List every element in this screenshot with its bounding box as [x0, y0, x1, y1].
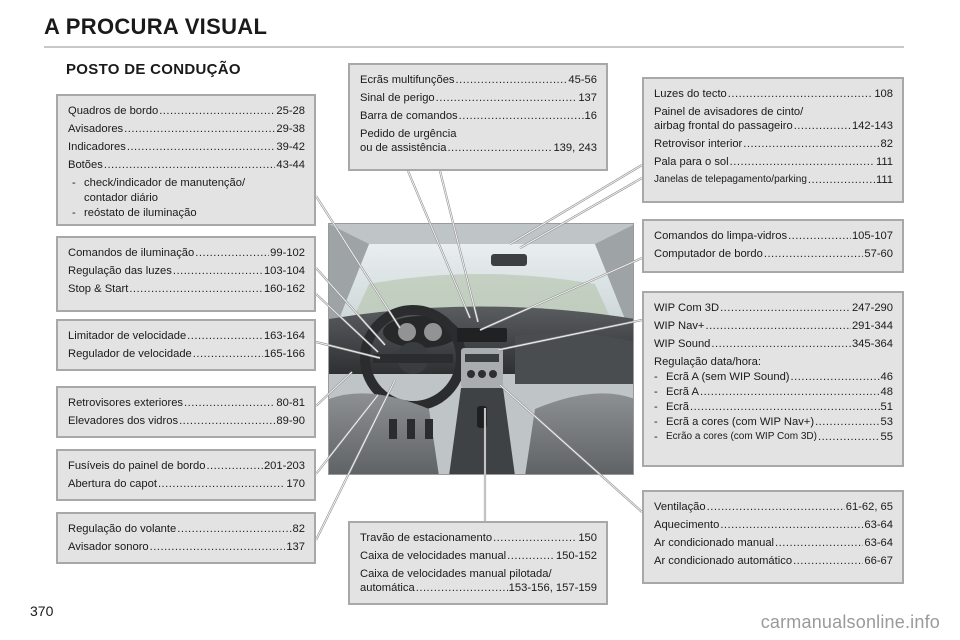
leader-dots [815, 415, 879, 429]
ref-label: Ecrã A (sem WIP Sound) [666, 371, 790, 383]
ref-page: 153-156, 157-159 [508, 582, 597, 594]
watermark[interactable]: carmanualsonline.info [760, 612, 940, 632]
leader-dots [711, 337, 851, 351]
ref-row [654, 137, 893, 151]
ref-row [360, 109, 597, 123]
leader-dots [459, 109, 584, 123]
ref-page: 111 [875, 174, 893, 186]
ref-label: Aquecimento [654, 519, 720, 531]
ref-label: Ecrã A [666, 386, 699, 398]
ref-label: Ecrã a cores (com WIP Nav+) [666, 416, 815, 428]
ref-page: 45-56 [568, 74, 597, 86]
ref-box-ceiling [642, 77, 904, 203]
ref-label: Janelas de telepagamento/parking [654, 174, 807, 185]
ref-row [360, 91, 597, 105]
ref-page: 89-90 [276, 415, 305, 427]
ref-label: WIP Com 3D [654, 302, 720, 314]
ref-row [68, 540, 305, 554]
ref-row-multiline [360, 567, 597, 595]
ref-page: 99-102 [270, 247, 305, 259]
leader-dots [775, 536, 863, 550]
ref-label: Fusíveis do painel de bordo [68, 460, 206, 472]
page-title: A PROCURA VISUAL [44, 14, 268, 39]
ref-page: 111 [875, 156, 893, 168]
ref-row [654, 155, 893, 169]
ref-sub-label: contador diário [84, 192, 159, 204]
ref-row [68, 347, 305, 361]
ref-row [360, 531, 597, 545]
ref-box-fuses [56, 449, 316, 501]
leader-dots [179, 414, 275, 428]
ref-label: Computador de bordo [654, 248, 763, 260]
ref-label: WIP Nav+ [654, 320, 705, 332]
ref-subheading: Regulação data/hora: [654, 356, 761, 368]
ref-page: 63-64 [864, 519, 893, 531]
leader-dots [447, 141, 552, 155]
ref-page: 137 [578, 92, 597, 104]
ref-page: 201-203 [263, 460, 305, 472]
ref-label: Quadros de bordo [68, 105, 159, 117]
ref-row [68, 104, 305, 118]
ref-row [68, 414, 305, 428]
leader-dots [184, 396, 275, 410]
ref-label: Pedido de urgência [360, 128, 457, 140]
ref-box-climate [642, 490, 904, 584]
ref-page: 105-107 [851, 230, 893, 242]
ref-label: Elevadores dos vidros [68, 415, 179, 427]
ref-label: Travão de estacionamento [360, 532, 493, 544]
ref-page: 150 [578, 532, 597, 544]
ref-row [654, 229, 893, 243]
leader-dots [195, 246, 269, 260]
ref-label: Ventilação [654, 501, 706, 513]
ref-label: Sinal de perigo [360, 92, 435, 104]
ref-page: 137 [286, 541, 305, 553]
leader-dots [743, 137, 879, 151]
ref-row [360, 549, 597, 563]
ref-page: 82 [292, 523, 305, 535]
ref-label: automática [360, 582, 415, 594]
bullet-dash: - [654, 431, 658, 443]
dashboard-photo [328, 223, 634, 475]
ref-row-multiline [654, 105, 893, 133]
leader-dots [707, 500, 845, 514]
ref-label: Retrovisor interior [654, 138, 743, 150]
leader-dots [436, 91, 578, 105]
ref-row [654, 173, 893, 187]
ref-page: 43-44 [276, 159, 305, 171]
ref-page: 55 [880, 431, 893, 443]
ref-sub-item [68, 191, 305, 205]
ref-page: 345-364 [851, 338, 893, 350]
ref-label: Regulador de velocidade [68, 348, 192, 360]
ref-row [68, 396, 305, 410]
ref-row [68, 477, 305, 491]
leader-dots [150, 540, 286, 554]
ref-box-steering [56, 512, 316, 564]
leader-dots [705, 319, 850, 333]
leader-dots [104, 158, 276, 172]
ref-page: 163-164 [263, 330, 305, 342]
leader-dots [124, 122, 275, 136]
ref-box-instruments [56, 94, 316, 226]
ref-row-multiline [360, 127, 597, 155]
ref-box-screens [348, 63, 608, 171]
leader-dots [730, 155, 875, 169]
ref-page: 63-64 [864, 537, 893, 549]
ref-box-mirrors [56, 386, 316, 438]
ref-page: 29-38 [276, 123, 305, 135]
leader-dots [493, 531, 577, 545]
ref-row [68, 246, 305, 260]
ref-row [654, 518, 893, 532]
ref-label: Regulação do volante [68, 523, 177, 535]
ref-label: Botões [68, 159, 103, 171]
ref-label: Caixa de velocidades manual [360, 550, 507, 562]
ref-sub-item: - check/indicador de manutenção/ [72, 177, 246, 189]
ref-label: Pala para o sol [654, 156, 729, 168]
ref-box-lighting [56, 236, 316, 312]
ref-page: 66-67 [864, 555, 893, 567]
ref-label: Comandos de iluminação [68, 247, 195, 259]
bullet-dash: - [654, 416, 658, 428]
ref-row [654, 247, 893, 261]
ref-row [68, 282, 305, 296]
leader-dots [173, 264, 263, 278]
leader-dots [788, 229, 851, 243]
ref-page: 61-62, 65 [845, 501, 893, 513]
ref-box-transmission [348, 521, 608, 605]
leader-dots [700, 385, 880, 399]
leader-dots [808, 173, 875, 187]
ref-label: Avisadores [68, 123, 124, 135]
ref-sub-item [654, 415, 893, 429]
ref-label: Ecrã [666, 401, 690, 413]
ref-row [654, 319, 893, 333]
leader-dots [794, 119, 851, 133]
ref-row [68, 459, 305, 473]
title-divider [44, 46, 904, 48]
ref-row [68, 122, 305, 136]
section-title: POSTO DE CONDUÇÃO [66, 61, 241, 78]
ref-label: Indicadores [68, 141, 126, 153]
leader-dots [764, 247, 864, 261]
ref-page: 53 [880, 416, 893, 428]
ref-page: 25-28 [276, 105, 305, 117]
ref-sub-item [654, 400, 893, 414]
ref-label: Ecrãs multifunções [360, 74, 455, 86]
ref-row [68, 264, 305, 278]
ref-label: Retrovisores exteriores [68, 397, 184, 409]
ref-page: 142-143 [851, 120, 893, 132]
ref-page: 108 [874, 88, 893, 100]
leader-dots [728, 87, 874, 101]
dashboard-illustration [329, 224, 634, 475]
ref-box-audio [642, 291, 904, 467]
leader-dots [720, 301, 851, 315]
ref-sub-label: reóstato de iluminação [84, 207, 197, 219]
bullet-dash: - [654, 401, 658, 413]
page-number: 370 [30, 603, 54, 619]
leader-dots [127, 140, 276, 154]
ref-box-speed [56, 319, 316, 371]
ref-sub-item: - reóstato de iluminação [72, 207, 197, 219]
bullet-dash: - [654, 371, 658, 383]
ref-label: Caixa de velocidades manual pilotada/ [360, 568, 552, 580]
leader-dots [818, 430, 880, 444]
ref-row [654, 301, 893, 315]
ref-label: Regulação das luzes [68, 265, 172, 277]
ref-label: Ar condicionado automático [654, 555, 793, 567]
leader-dots [159, 104, 275, 118]
ref-page: 39-42 [276, 141, 305, 153]
ref-page: 103-104 [263, 265, 305, 277]
leader-dots [720, 518, 863, 532]
ref-box-wipers [642, 219, 904, 273]
ref-row [654, 337, 893, 351]
leader-dots [177, 522, 291, 536]
ref-row [654, 87, 893, 101]
ref-page: 46 [880, 371, 893, 383]
ref-page: 165-166 [263, 348, 305, 360]
ref-label: airbag frontal do passageiro [654, 120, 793, 132]
leader-dots [193, 347, 263, 361]
ref-label: Stop & Start [68, 283, 129, 295]
ref-page: 51 [880, 401, 893, 413]
ref-label: Limitador de velocidade [68, 330, 187, 342]
ref-sub-item [654, 370, 893, 384]
leader-dots [206, 459, 262, 473]
ref-label: Painel de avisadores de cinto/ [654, 106, 804, 118]
ref-label: ou de assistência [360, 142, 447, 154]
ref-label: Abertura do capot [68, 478, 157, 490]
ref-page: 160-162 [263, 283, 305, 295]
ref-page: 80-81 [276, 397, 305, 409]
leader-dots [793, 554, 863, 568]
ref-row [654, 554, 893, 568]
ref-row [360, 73, 597, 87]
ref-page: 291-344 [851, 320, 893, 332]
ref-sub-item [654, 430, 893, 444]
ref-row [68, 329, 305, 343]
leader-dots [507, 549, 555, 563]
leader-dots [129, 282, 263, 296]
ref-label: Barra de comandos [360, 110, 458, 122]
bullet-dash: - [654, 386, 658, 398]
ref-page: 57-60 [864, 248, 893, 260]
ref-page: 150-152 [555, 550, 597, 562]
ref-label: Ar condicionado manual [654, 537, 775, 549]
leader-dots [690, 400, 880, 414]
ref-row [654, 500, 893, 514]
ref-label: Ecrão a cores (com WIP Com 3D) [666, 431, 817, 442]
leader-dots [187, 329, 263, 343]
leader-dots [456, 73, 568, 87]
ref-sub-item [654, 385, 893, 399]
ref-page: 16 [584, 110, 597, 122]
ref-label: WIP Sound [654, 338, 711, 350]
leader-dots [416, 581, 508, 595]
ref-page: 247-290 [851, 302, 893, 314]
ref-label: Comandos do limpa-vidros [654, 230, 788, 242]
ref-sub-label: check/indicador de manutenção/ [84, 177, 246, 189]
ref-row [68, 140, 305, 154]
ref-page: 48 [880, 386, 893, 398]
ref-page: 139, 243 [553, 142, 597, 154]
leader-dots [791, 370, 880, 384]
ref-label: Avisador sonoro [68, 541, 149, 553]
ref-page: 170 [286, 478, 305, 490]
ref-page: 82 [880, 138, 893, 150]
ref-label: Luzes do tecto [654, 88, 727, 100]
ref-row [654, 536, 893, 550]
ref-row [68, 158, 305, 172]
leader-dots [158, 477, 285, 491]
ref-row [68, 522, 305, 536]
